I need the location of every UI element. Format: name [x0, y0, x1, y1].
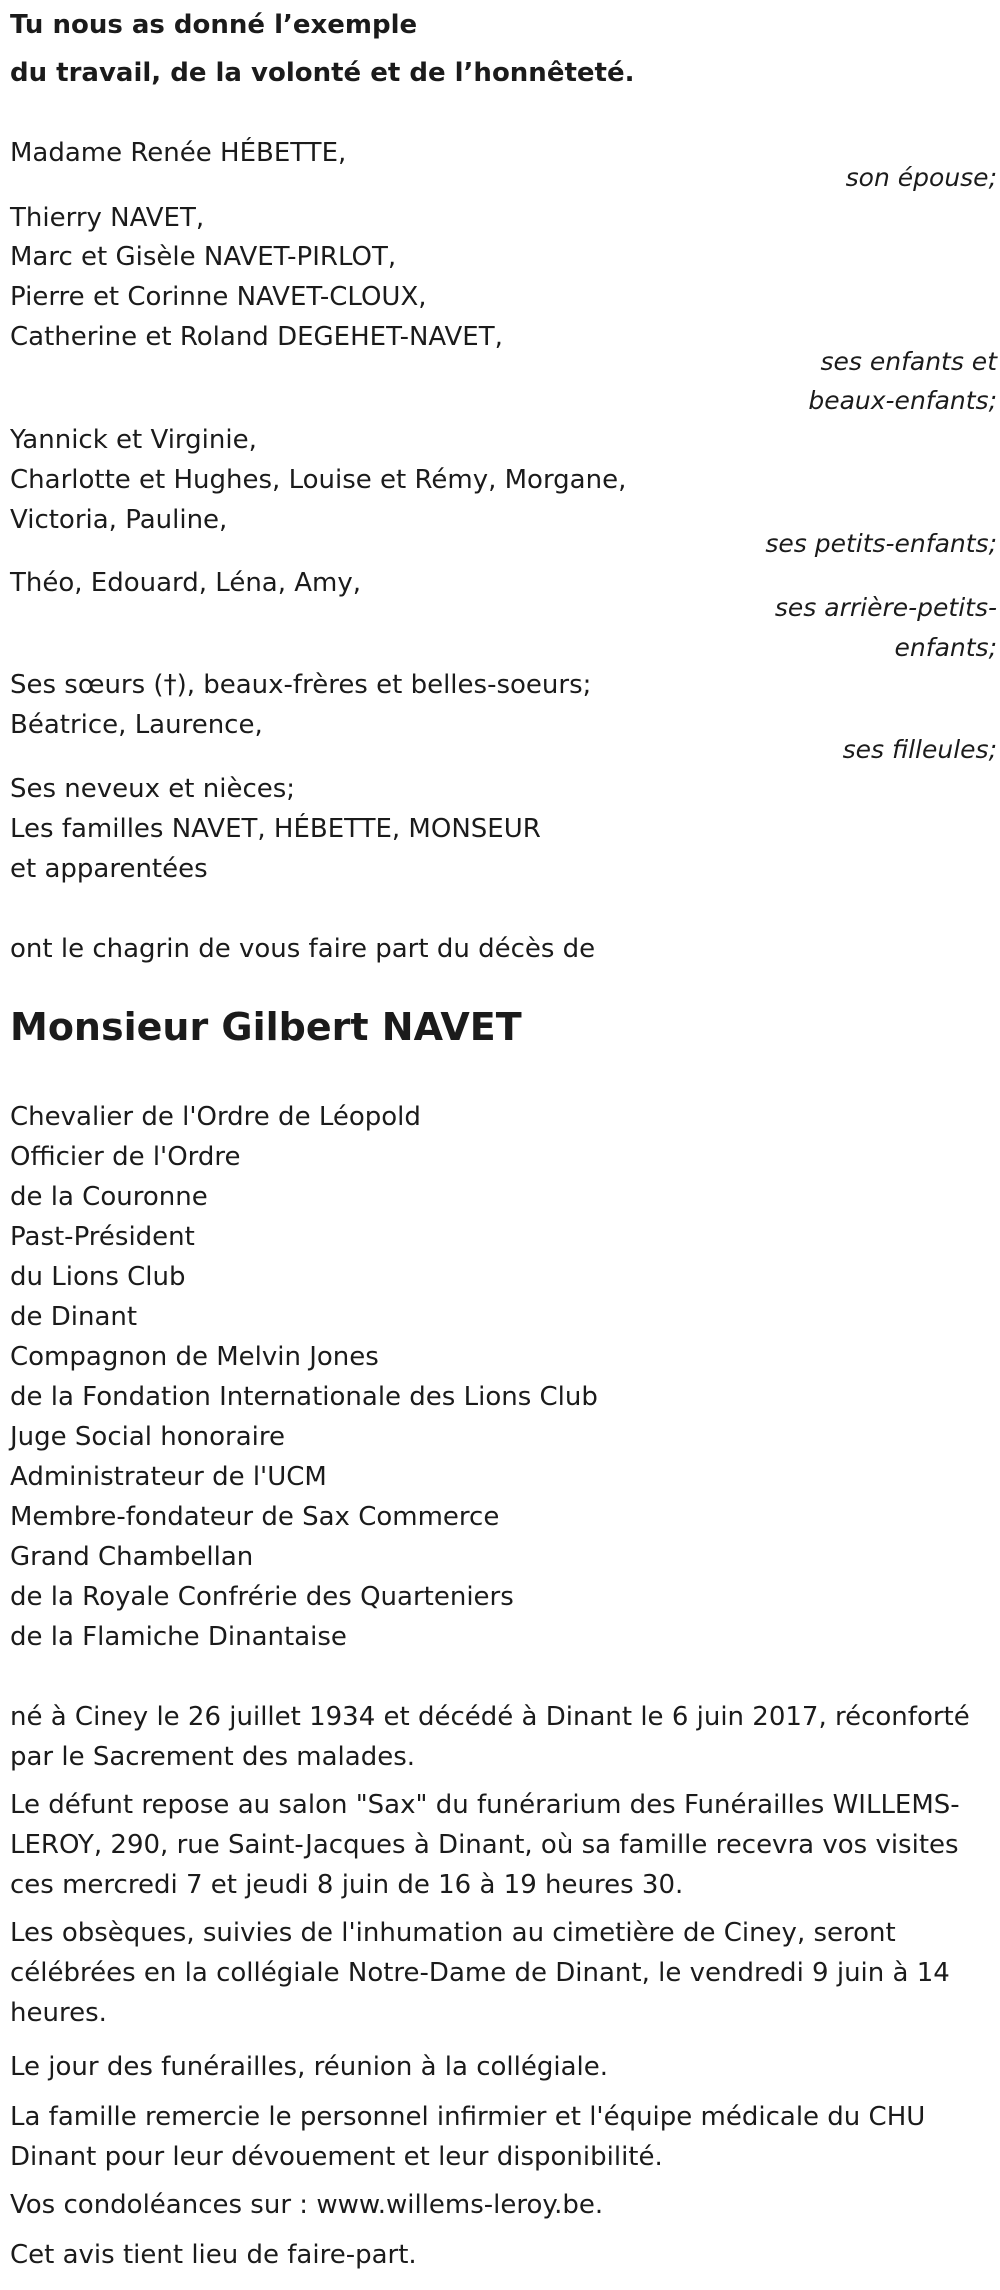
paragraph-line: Le défunt repose au salon "Sax" du funérarium des Funérailles WILLEMS-	[10, 1790, 960, 1820]
grandchildren-line: Charlotte et Hughes, Louise et Rémy, Morgane,	[10, 465, 627, 495]
great-grandchildren-relation: ses arrière-petits-	[774, 593, 997, 622]
epigraph-line-2: du travail, de la volonté et de l’honnêteté.	[10, 58, 635, 88]
title-line: de la Couronne	[10, 1182, 208, 1212]
condolences-line: Vos condoléances sur : www.willems-leroy.be.	[10, 2190, 604, 2220]
closing-line: Cet avis tient lieu de faire-part.	[10, 2240, 417, 2270]
children-relation: ses enfants et	[820, 347, 997, 376]
others-line: Les familles NAVET, HÉBETTE, MONSEUR	[10, 814, 541, 844]
title-line: de la Flamiche Dinantaise	[10, 1622, 347, 1652]
siblings-relation: ses filleules;	[842, 735, 997, 764]
epigraph-line-1: Tu nous as donné l’exemple	[10, 10, 418, 40]
title-line: Grand Chambellan	[10, 1542, 254, 1572]
title-line: Membre-fondateur de Sax Commerce	[10, 1502, 500, 1532]
title-line: Administrateur de l'UCM	[10, 1462, 327, 1492]
children-line: Thierry NAVET,	[10, 203, 205, 233]
title-line: du Lions Club	[10, 1262, 186, 1292]
siblings-line: Béatrice, Laurence,	[10, 710, 263, 740]
paragraph-line: ces mercredi 7 et jeudi 8 juin de 16 à 19 heures 30.	[10, 1870, 684, 1900]
spouse-name: Madame Renée HÉBETTE,	[10, 138, 347, 168]
title-line: Past-Président	[10, 1222, 195, 1252]
title-line: Chevalier de l'Ordre de Léopold	[10, 1102, 421, 1132]
paragraph-line: par le Sacrement des malades.	[10, 1742, 416, 1772]
paragraph-line: né à Ciney le 26 juillet 1934 et décédé à Dinant le 6 juin 2017, réconforté	[10, 1702, 970, 1732]
title-line: Juge Social honoraire	[10, 1422, 285, 1452]
title-line: de Dinant	[10, 1302, 138, 1332]
children-relation: beaux-enfants;	[808, 386, 997, 415]
paragraph-line: La famille remercie le personnel infirmier et l'équipe médicale du CHU	[10, 2102, 926, 2132]
paragraph-line: célébrées en la collégiale Notre-Dame de Dinant, le vendredi 9 juin à 14	[10, 1958, 950, 1988]
deceased-name: Monsieur Gilbert NAVET	[10, 1005, 522, 1049]
great-grandchildren-relation: enfants;	[894, 633, 997, 662]
others-line: et apparentées	[10, 854, 208, 884]
great-grandchildren-line: Théo, Edouard, Léna, Amy,	[10, 568, 362, 598]
children-line: Catherine et Roland DEGEHET-NAVET,	[10, 322, 503, 352]
others-line: Ses neveux et nièces;	[10, 774, 296, 804]
grandchildren-line: Yannick et Virginie,	[10, 425, 257, 455]
grandchildren-relation: ses petits-enfants;	[765, 529, 997, 558]
paragraph-line: heures.	[10, 1998, 107, 2028]
spouse-relation: son épouse;	[845, 163, 997, 192]
title-line: Officier de l'Ordre	[10, 1142, 241, 1172]
paragraph-line: Dinant pour leur dévouement et leur disponibilité.	[10, 2142, 663, 2172]
paragraph-line: Les obsèques, suivies de l'inhumation au cimetière de Ciney, seront	[10, 1918, 896, 1948]
title-line: de la Royale Confrérie des Quarteniers	[10, 1582, 514, 1612]
paragraph-line: Le jour des funérailles, réunion à la collégiale.	[10, 2052, 608, 2082]
announcement-text: ont le chagrin de vous faire part du décès de	[10, 934, 596, 964]
children-line: Pierre et Corinne NAVET-CLOUX,	[10, 282, 427, 312]
siblings-line: Ses sœurs (†), beaux-frères et belles-soeurs;	[10, 670, 592, 700]
children-line: Marc et Gisèle NAVET-PIRLOT,	[10, 242, 397, 272]
paragraph-line: LEROY, 290, rue Saint-Jacques à Dinant, où sa famille recevra vos visites	[10, 1830, 959, 1860]
title-line: de la Fondation Internationale des Lions Club	[10, 1382, 598, 1412]
grandchildren-line: Victoria, Pauline,	[10, 505, 228, 535]
title-line: Compagnon de Melvin Jones	[10, 1342, 379, 1372]
